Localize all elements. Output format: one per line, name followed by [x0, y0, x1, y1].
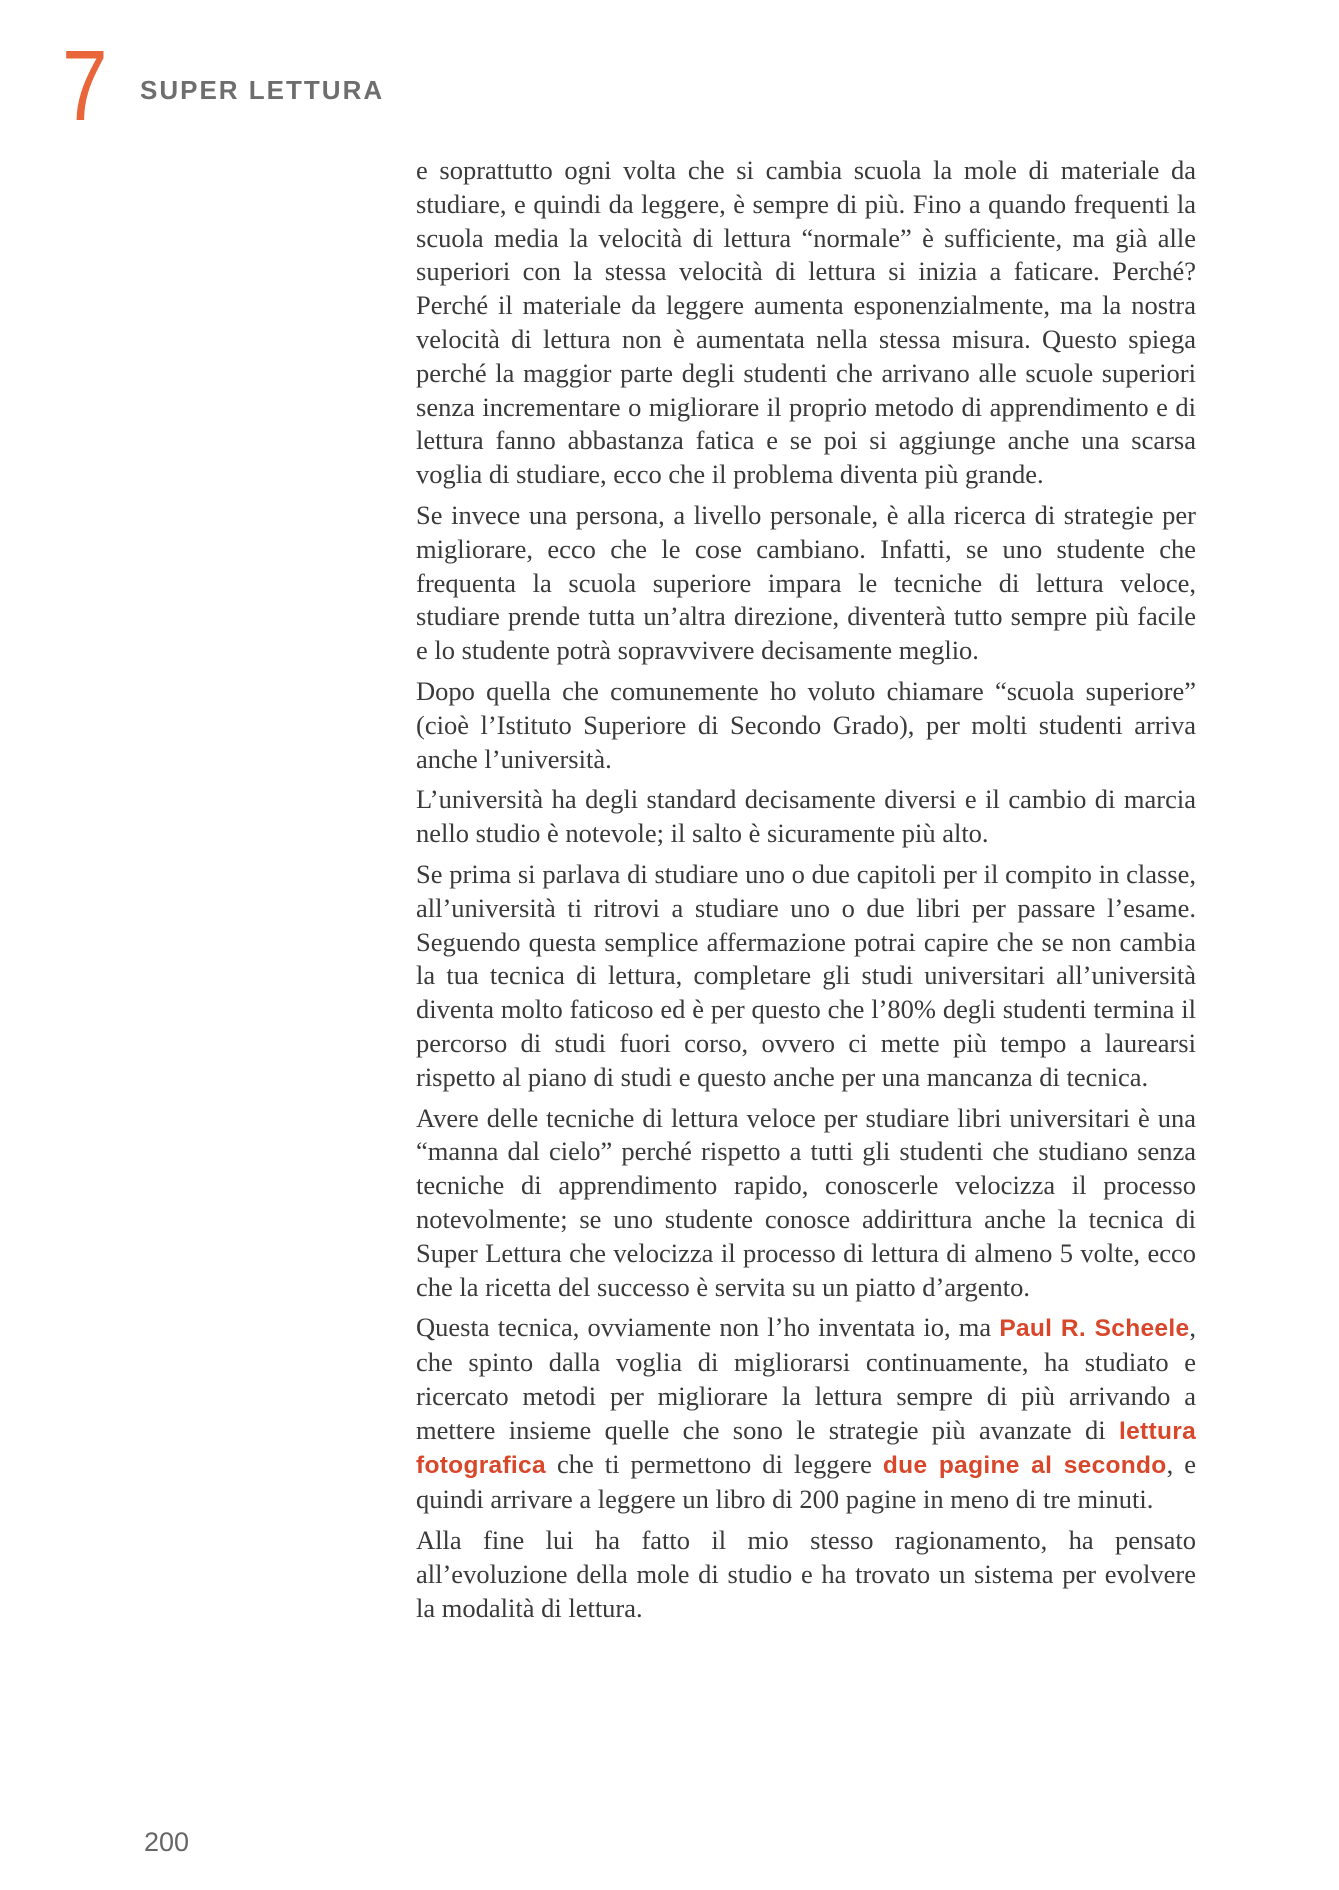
paragraph-segment: Questa tecnica, ovviamente non l’ho inventata io, ma: [416, 1312, 1000, 1343]
paragraph-highlighted: [416, 1311, 1196, 1517]
paragraph-segment: , che spinto dalla voglia di migliorarsi continuamente, ha studiato e ricercato metodi per migliorare la lettura sempre di più arrivando a mettere insieme quelle che sono le strategie più avanzate di: [416, 1312, 1196, 1445]
body-text: [416, 154, 1196, 1632]
paragraph: Se prima si parlava di studiare uno o due capitoli per il compito in classe, all’università ti ritrovi a studiare uno o due libri per passare l’esame. Seguendo questa semplice affermazione potrai capire che se non cambia la tua tecnica di lettura, completare gli studi universitari all’università diventa molto faticoso ed è per questo che l’80% degli studenti termina il percorso di studi fuori corso, ovvero ci mette più tempo a laurearsi rispetto al piano di studi e questo anche per una mancanza di tecnica.: [416, 858, 1196, 1092]
paragraph: Dopo quella che comunemente ho voluto chiamare “scuola superiore” (cioè l’Istituto Superiore di Secondo Grado), per molti studenti arriva anche l’università.: [416, 675, 1196, 774]
page-number: 200: [144, 1827, 190, 1857]
paragraph: Alla fine lui ha fatto il mio stesso ragionamento, ha pensato all’evoluzione della mole di studio e ha trovato un sistema per evolvere la modalità di lettura.: [416, 1525, 1196, 1623]
paragraph: Se invece una persona, a livello personale, è alla ricerca di strategie per migliorare, ecco che le cose cambiano. Infatti, se uno studente che frequenta la scuola superiore impara le tecniche di lettura veloce, studiare prende tutta un’altra direzione, diventerà tutto sempre più facile e lo studente potrà sopravvivere decisamente meglio.: [416, 499, 1196, 666]
paragraph-segment: che ti permettono di leggere: [545, 1449, 883, 1480]
highlight-author-name: Paul R. Scheele: [999, 1315, 1190, 1343]
chapter-title: SUPER LETTURA: [140, 75, 385, 105]
chapter-number: 7: [62, 30, 106, 142]
paragraph: Avere delle tecniche di lettura veloce per studiare libri universitari è una “manna dal cielo” perché rispetto a tutti gli studenti che studiano senza tecniche di apprendimento rapido, conoscerle velocizza il processo notevolmente; se uno studente conosce addirittura anche la tecnica di Super Lettura che velocizza il processo di lettura di almeno 5 volte, ecco che la ricetta del successo è servita su un piatto d’argento.: [416, 1102, 1196, 1302]
paragraph: L’università ha degli standard decisamente diversi e il cambio di marcia nello studio è notevole; il salto è sicuramente più alto.: [416, 784, 1196, 849]
highlight-technique: lettura fotografica: [416, 1417, 1196, 1480]
highlight-speed: due pagine al secondo: [882, 1452, 1167, 1480]
paragraph-segment: , e quindi arrivare a leggere un libro di 200 pagine in meno di tre minuti.: [416, 1449, 1197, 1515]
paragraph: e soprattutto ogni volta che si cambia scuola la mole di materiale da studiare, e quindi da leggere, è sempre di più. Fino a quando frequenti la scuola media la velocità di lettura “normale” è sufficiente, ma già alle superiori con la stessa velocità di lettura si inizia a faticare. Perché? Perché il materiale da leggere aumenta esponenzialmente, ma la nostra velocità di lettura non è aumentata nella stessa misura. Questo spiega perché la maggior parte degli studenti che arrivano alle scuole superiori senza incrementare o migliorare il proprio metodo di apprendimento e di lettura fanno abbastanza fatica e se poi si aggiunge anche una scarsa voglia di studiare, ecco che il problema diventa più grande.: [416, 155, 1196, 490]
chapter-header: [62, 30, 385, 142]
